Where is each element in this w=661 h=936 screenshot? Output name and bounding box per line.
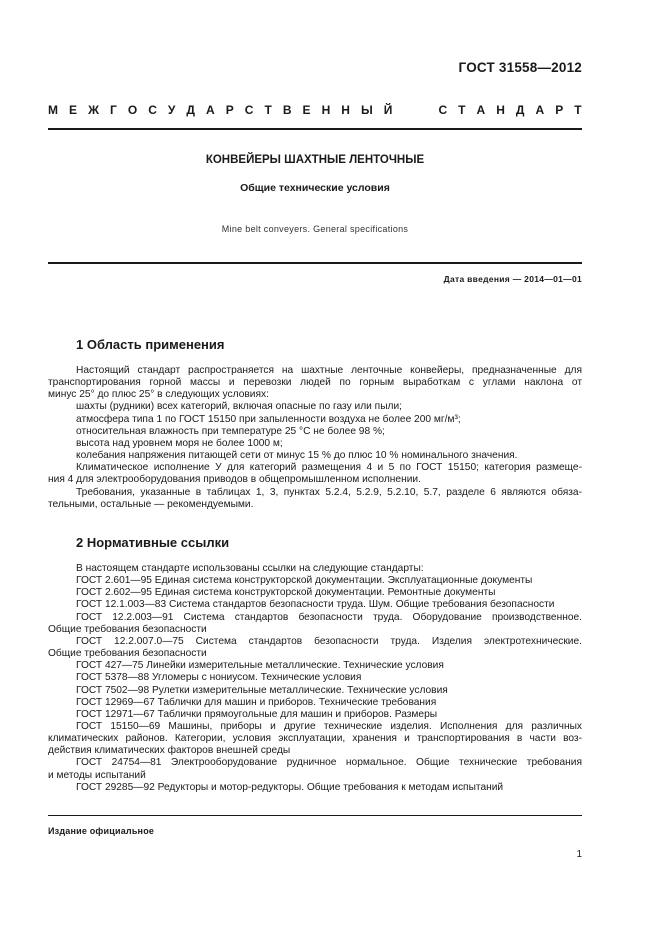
english-title: Mine belt conveyers. General specifications [221,224,409,234]
section-2-heading: 2 Нормативные ссылки [76,535,230,550]
text-line: ГОСТ 12971—67 Таблички прямоугольные для машин и приборов. Размеры [76,708,438,720]
footer-rule [48,815,582,816]
header-rule [48,128,582,130]
text-line: ГОСТ 2.601—95 Единая система конструкторской документации. Эксплуатационные документы [76,575,533,587]
text-line: Настоящий стандарт распространяется на шахтные ленточные конвейеры, предназначенные для [76,365,582,376]
text-line: высота над уровнем моря не более 1000 м; [76,437,283,449]
text-line: атмосфера типа 1 по ГОСТ 15150 при запыленности воздуха не более 200 мг/м³; [76,413,461,425]
banner-letter: Д [515,103,525,117]
banner-letter: Т [574,103,582,117]
standard-banner [48,103,582,117]
document-code: ГОСТ 31558—2012 [458,60,582,75]
banner-letter: Н [321,103,331,117]
text-line: ГОСТ 427—75 Линейки измерительные металлические. Технические условия [76,660,444,672]
text-line: ГОСТ 24754—81 Электрооборудование рудничное нормальное. Общие технические требования [76,757,582,769]
banner-letter: С [148,103,157,117]
document-subtitle: Общие технические условия [240,182,390,194]
banner-letter: Е [69,103,78,117]
edition-label: Издание официальное [48,826,155,836]
banner-letter: А [535,103,545,117]
banner-letter: Ж [88,103,99,117]
text-line: ГОСТ 7502—98 Рулетки измерительные металлические. Технические условия [76,684,448,696]
text-line: ГОСТ 12.2.003—91 Система стандартов безопасности труда. Оборудование производственное. [76,611,582,623]
text-line: действия климатических факторов внешней среды [48,745,291,757]
text-line: ГОСТ 2.602—95 Единая система конструкторской документации. Ремонтные документы [76,587,496,599]
text-line: Климатическое исполнение У для категорий размещения 4 и 5 по ГОСТ 15150; категория размеще- [76,462,582,474]
text-line: ГОСТ 12969—67 Таблички для машин и приборов. Технические требования [76,696,437,708]
text-line: колебания напряжения питающей сети от минус 15 % до плюс 10 % номинального значения. [76,450,518,462]
banner-word-gap [403,103,427,117]
banner-letter: А [205,103,215,117]
banner-letter: Й [383,103,393,117]
text-line: В настоящем стандарте использованы ссылки на следующие стандарты: [76,563,424,574]
text-line: ГОСТ 5378—88 Угломеры с нониусом. Технические условия [76,672,362,684]
document-title: КОНВЕЙЕРЫ ШАХТНЫЕ ЛЕНТОЧНЫЕ [205,154,425,166]
banner-letter: М [48,103,58,117]
banner-letter: С [244,103,254,117]
banner-letter: Н [496,103,505,117]
banner-letter: Н [341,103,350,117]
banner-letter: Г [109,103,117,117]
text-line: минус 25° до плюс 25° в следующих условиях: [48,389,269,401]
banner-letter: Т [458,103,466,117]
banner-letter: Ы [360,103,373,117]
text-line: ГОСТ 12.1.003—83 Система стандартов безопасности труда. Шум. Общие требования безопасности [76,599,555,611]
text-line: Общие требования безопасности [48,648,207,660]
title-rule [48,262,582,264]
banner-letter: А [476,103,486,117]
text-line: Требования, указанные в таблицах 1, 3, пунктах 5.2.4, 5.2.9, 5.2.10, 5.7, разделе 6 являются обяза- [76,486,582,498]
text-line: шахты (рудники) всех категорий, включая опасные по газу или пыли; [76,401,402,413]
banner-letter: Р [225,103,234,117]
page-number: 1 [576,849,582,860]
text-line: и методы испытаний [48,769,146,781]
banner-letter: У [167,103,176,117]
banner-letter: Д [186,103,195,117]
text-line: ния 4 для электрооборудования приводов в общепромышленном исполнении. [48,474,421,486]
text-line: транспортирования горной массы и перевозки людей по горным выработкам с углами наклона от [48,377,582,389]
banner-letter: С [438,103,448,117]
text-line: ГОСТ 29285—92 Редукторы и мотор-редукторы. Общие требования к методам испытаний [76,781,504,793]
text-line: относительная влажность при температуре 25 °С не более 98 %; [76,425,385,437]
text-line: ГОСТ 15150—69 Машины, приборы и другие технические изделия. Исполнения для различных [76,720,582,732]
banner-letter: О [127,103,138,117]
banner-letter: Т [264,103,272,117]
section-1-heading: 1 Область применения [76,337,225,352]
text-line: ГОСТ 12.2.007.0—75 Система стандартов безопасности труда. Изделия электротехнические. [76,635,582,647]
banner-letter: В [282,103,292,117]
text-line: климатических районов. Категории, условия эксплуатации, хранения и транспортирования в части воз- [48,733,582,745]
banner-letter: Р [555,103,564,117]
text-line: тельными, остальные — рекомендуемыми. [48,498,254,510]
banner-letter: Е [302,103,311,117]
introduction-date: Дата введения — 2014—01—01 [443,274,582,284]
text-line: Общие требования безопасности [48,623,207,635]
